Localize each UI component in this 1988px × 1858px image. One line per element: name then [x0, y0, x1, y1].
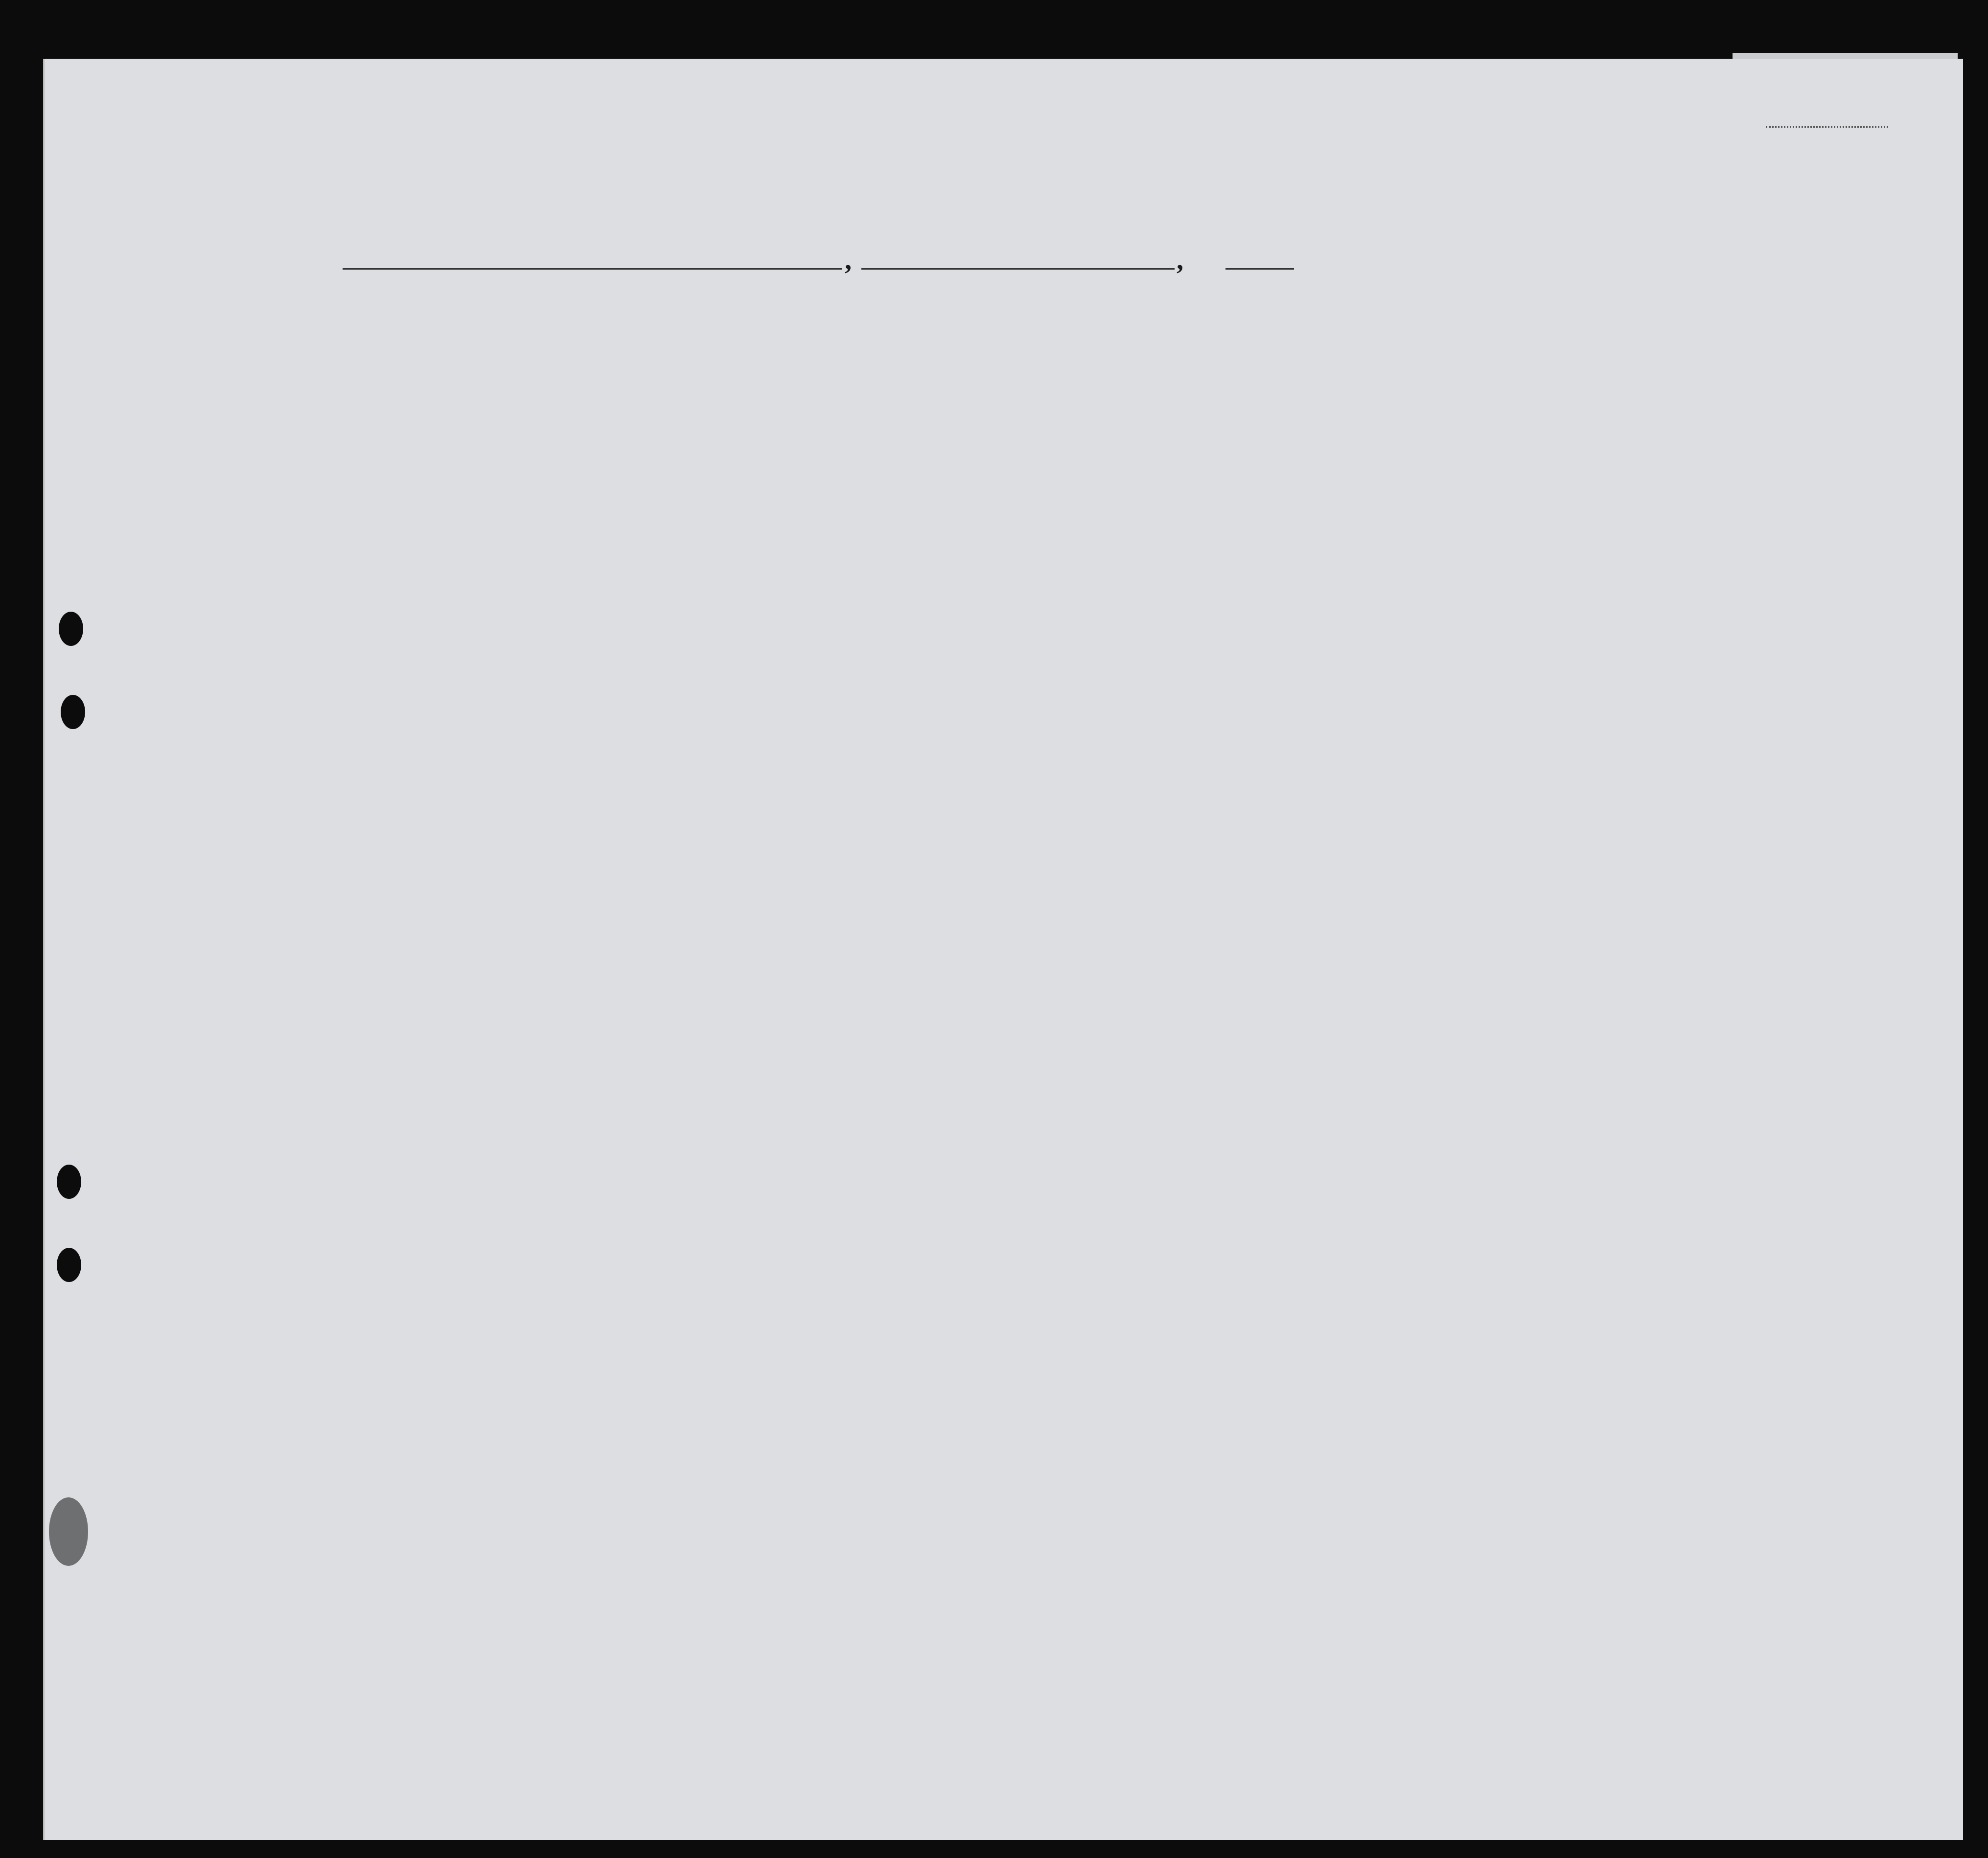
header-polygamist — [1313, 333, 1327, 450]
header-inches — [1642, 416, 1654, 455]
header-feet — [1617, 416, 1629, 455]
header-q31 — [1479, 333, 1497, 450]
header-q30 — [1457, 333, 1475, 450]
header-purpose-length — [1196, 357, 1225, 450]
header-q28 — [1360, 333, 1404, 450]
comma: , — [845, 245, 852, 275]
header-ticket — [572, 329, 596, 451]
header-money — [692, 329, 717, 451]
header-anarchist — [1338, 333, 1353, 450]
header-purpose-return — [1153, 357, 1187, 450]
header-q29 — [1411, 333, 1451, 450]
header-purpose-citizen — [1229, 357, 1259, 450]
header-prison — [1266, 333, 1295, 450]
comma: , — [1177, 245, 1183, 275]
